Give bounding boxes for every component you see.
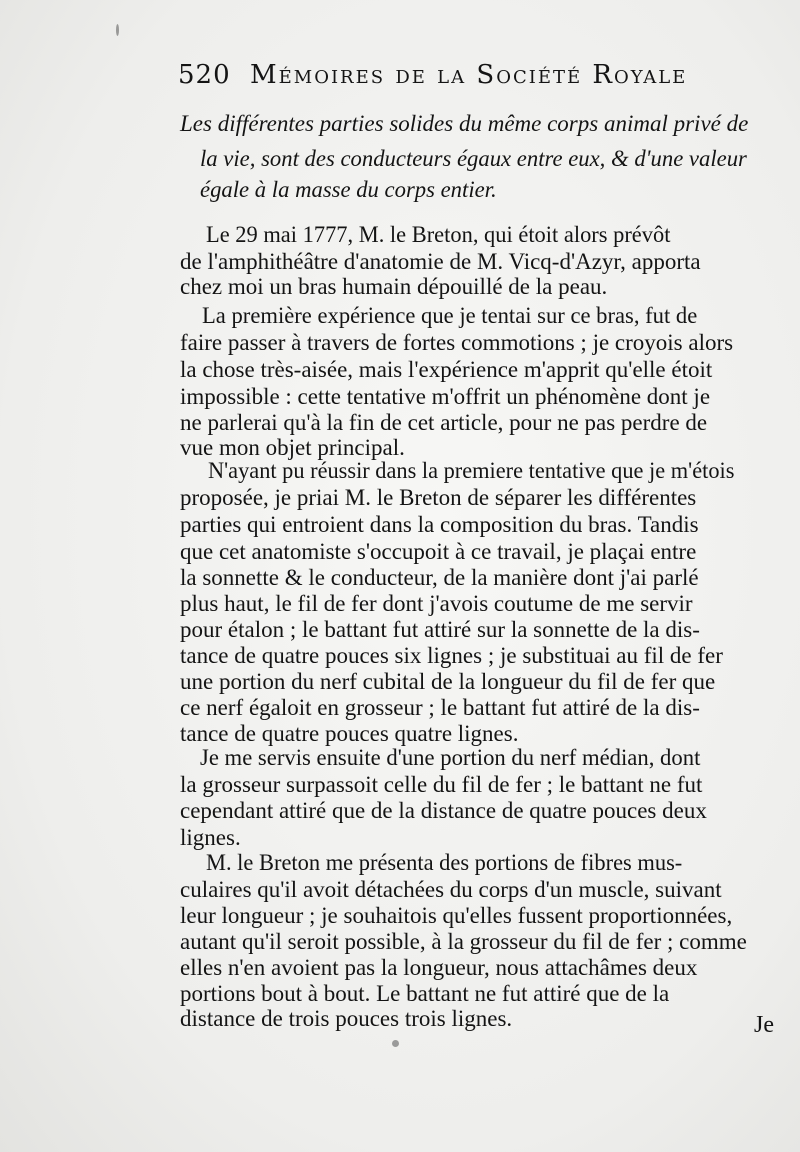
running-header <box>178 60 738 96</box>
ink-speck <box>116 24 119 36</box>
text-line: lignes. <box>180 825 241 850</box>
text-line: que cet anatomiste s'occupoit à ce travail, je plaçai entre <box>180 539 697 564</box>
text-line: portions bout à bout. Le battant ne fut attiré que de la <box>180 981 670 1006</box>
page-number: 520 <box>178 60 231 90</box>
text-line: parties qui entroient dans la composition du bras. Tandis <box>180 512 699 537</box>
text-line: tance de quatre pouces quatre lignes. <box>180 721 519 746</box>
text-line: elles n'en avoient pas la longueur, nous attachâmes deux <box>180 955 698 980</box>
text-line: distance de trois pouces trois lignes. <box>180 1006 513 1031</box>
text-line: plus haut, le fil de fer dont j'avois coutume de me servir <box>180 591 693 616</box>
text-line: la chose très-aisée, mais l'expérience m'apprit qu'elle étoit <box>180 357 713 382</box>
text-line: culaires qu'il avoit détachées du corps d'un muscle, suivant <box>180 877 722 902</box>
text-line: faire passer à travers de fortes commotions ; je croyois alors <box>180 330 734 355</box>
text-line: la grosseur surpassoit celle du fil de fer ; le battant ne fut <box>180 772 703 797</box>
text-line: de l'amphithéâtre d'anatomie de M. Vicq-d'Azyr, apporta <box>180 249 701 274</box>
text-line: la vie, sont des conducteurs égaux entre eux, & d'une valeur <box>200 146 747 171</box>
text-line: Je me servis ensuite d'une portion du nerf médian, dont <box>200 745 701 770</box>
catchword: Je <box>754 1012 774 1038</box>
text-line: égale à la masse du corps entier. <box>200 177 497 202</box>
text-line: impossible : cette tentative m'offrit un phénomène dont je <box>180 384 711 409</box>
text-line: proposée, je priai M. le Breton de séparer les différentes <box>180 485 697 510</box>
text-line: Les différentes parties solides du même corps animal privé de <box>180 111 749 136</box>
text-line: une portion du nerf cubital de la longueur du fil de fer que <box>180 669 716 694</box>
text-line: N'ayant pu réussir dans la premiere tentative que je m'étois <box>208 458 735 483</box>
text-line: La première expérience que je tentai sur ce bras, fut de <box>202 303 698 328</box>
text-line: pour étalon ; le battant fut attiré sur la sonnette de la dis- <box>180 617 700 642</box>
text-line: cependant attiré que de la distance de quatre pouces deux <box>180 798 707 823</box>
text-line: chez moi un bras humain dépouillé de la peau. <box>180 274 608 299</box>
text-line: ce nerf égaloit en grosseur ; le battant fut attiré de la dis- <box>180 695 700 720</box>
text-line: M. le Breton me présenta des portions de fibres mus- <box>206 850 683 875</box>
running-title: Mémoires de la Société Royale <box>250 60 688 90</box>
text-line: Le 29 mai 1777, M. le Breton, qui étoit alors prévôt <box>206 222 671 247</box>
text-line: ne parlerai qu'à la fin de cet article, pour ne pas perdre de <box>180 410 708 435</box>
text-line: vue mon objet principal. <box>180 435 405 460</box>
ink-speck <box>392 1040 399 1047</box>
text-line: leur longueur ; je souhaitois qu'elles fussent proportionnées, <box>180 903 733 928</box>
text-line: autant qu'il seroit possible, à la grosseur du fil de fer ; comme <box>180 929 747 954</box>
text-line: tance de quatre pouces six lignes ; je substituai au fil de fer <box>180 643 723 668</box>
text-line: la sonnette & le conducteur, de la manière dont j'ai parlé <box>180 565 699 590</box>
